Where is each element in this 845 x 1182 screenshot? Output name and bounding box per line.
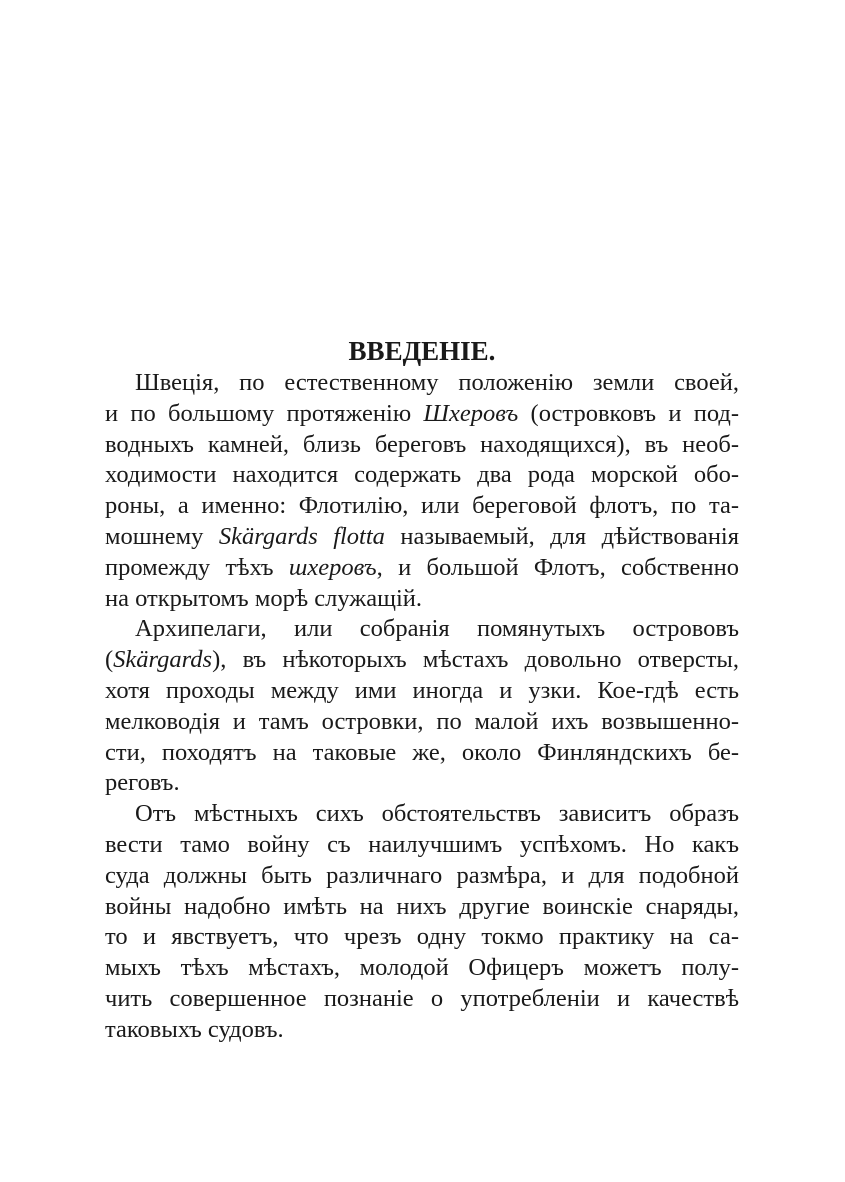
- text-line: на открытомъ морѣ служащій.: [105, 584, 422, 612]
- italic-term: Skärgards flotta: [218, 522, 385, 550]
- text-line: Швеція, по естественному положенію земли своей,: [135, 369, 739, 396]
- text-line: чить совершенное познаніе о употребленіи и качествѣ: [105, 984, 739, 1012]
- text-line: реговъ.: [105, 769, 180, 797]
- text-line: хотя проходы между ими иногда и узки. Кое-гдѣ есть: [105, 676, 739, 704]
- italic-term: шхеровъ: [288, 553, 377, 581]
- text-line: промежду тѣхъ шхеровъ, и большой Флотъ, собственно: [105, 553, 739, 581]
- text-line: (Skärgards), въ нѣкоторыхъ мѣстахъ довольно отверсты,: [105, 646, 739, 674]
- text-line: роны, а именно: Флотилію, или береговой флотъ, по та-: [105, 492, 739, 520]
- text-line: водныхъ камней, близь береговъ находящихся), въ необ-: [105, 430, 739, 458]
- page-body: [105, 335, 739, 1046]
- text-body: [105, 368, 739, 1046]
- text-line: мошнему Skärgards flotta называемый, для дѣйствованія: [105, 522, 740, 550]
- text-line: сти, походятъ на таковые же, около Финляндскихъ бе-: [105, 738, 739, 766]
- paragraph: [105, 799, 739, 1045]
- text-line: и по большому протяженію Шхеровъ (островковъ и под-: [105, 399, 739, 427]
- section-heading: ВВЕДЕНІЕ.: [348, 336, 496, 366]
- text-line: то и явствуетъ, что чрезъ одну токмо практику на са-: [105, 923, 739, 951]
- text-line: ходимости находится содержать два рода морской обо-: [105, 461, 739, 489]
- text-line: вести тамо войну съ наилучшимъ успѣхомъ. Но какъ: [105, 830, 739, 858]
- text-line: таковыхъ судовъ.: [105, 1015, 284, 1043]
- italic-term: Skärgards: [113, 646, 213, 674]
- paragraph: [105, 614, 739, 799]
- paragraph: [105, 368, 739, 614]
- text-line: мыхъ тѣхъ мѣстахъ, молодой Офицеръ можетъ полу-: [105, 954, 739, 982]
- text-line: Отъ мѣстныхъ сихъ обстоятельствъ зависитъ образъ: [135, 800, 739, 828]
- text-line: Архипелаги, или собранія помянутыхъ острововъ: [135, 615, 739, 643]
- text-line: суда должны быть различнаго размѣра, и для подобной: [105, 861, 739, 889]
- text-line: мелководія и тамъ островки, по малой ихъ возвышенно-: [105, 707, 739, 735]
- text-line: войны надобно имѣть на нихъ другие воинскіе снаряды,: [105, 892, 739, 920]
- italic-term: Шхеровъ: [423, 399, 519, 427]
